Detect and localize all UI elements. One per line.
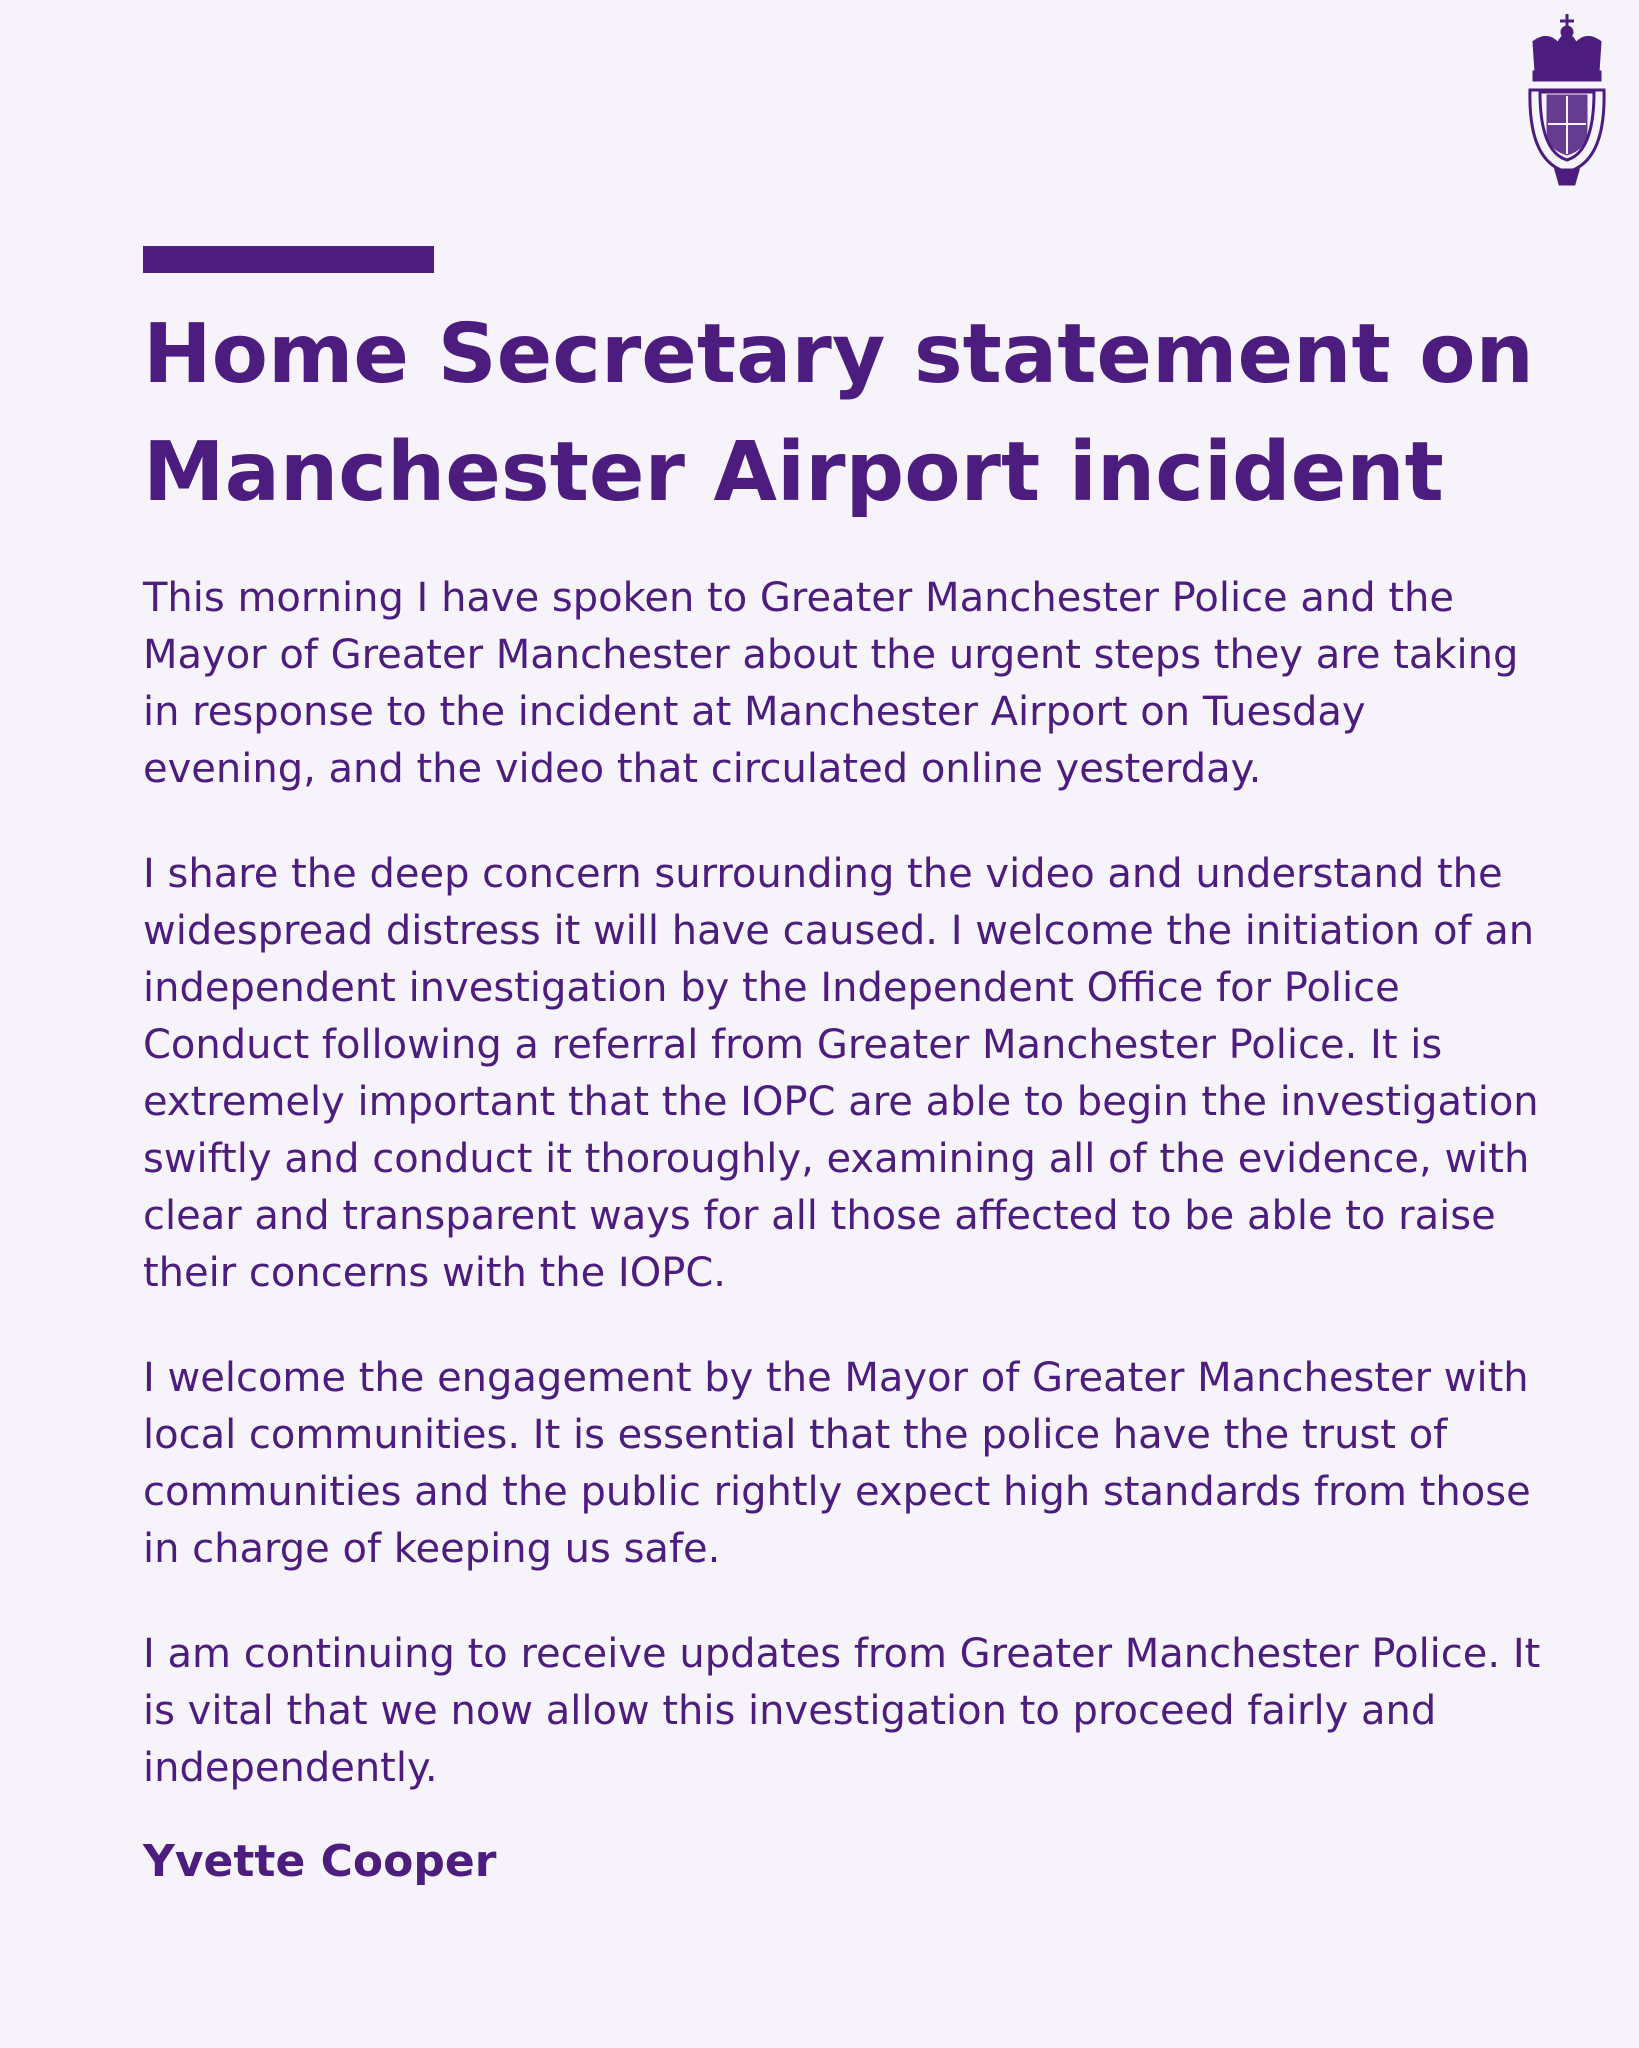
statement-paragraph: I welcome the engagement by the Mayor of Greater Manchester with local communities. It is essential that the police have the trust of communities and the public rightly expect high standards from those in charge of keeping us safe. xyxy=(143,1355,1531,1572)
statement-paragraph: This morning I have spoken to Greater Manchester Police and the Mayor of Greater Manchester about the urgent steps they are taking in response to the incident at Manchester Airport on Tuesday evening, and the video that circulated online yesterday. xyxy=(143,575,1519,792)
statement-body xyxy=(143,570,1543,1845)
title-line-2: Manchester Airport incident xyxy=(143,425,1444,520)
title-accent-bar xyxy=(143,246,434,273)
page-title xyxy=(143,296,1563,532)
title-line-1: Home Secretary statement on xyxy=(143,307,1534,402)
statement-paragraph: I share the deep concern surrounding the video and understand the widespread distress it will have caused. I welcome the initiation of an independent investigation by the Independent Office for Police Conduct following a referral from Greater Manchester Police. It is extremely important that the IOPC are able to begin the investigation swiftly and conduct it thoroughly, examining all of the evidence, with clear and transparent ways for all those affected to be able to raise their concerns with the IOPC. xyxy=(143,851,1539,1296)
signature: Yvette Cooper xyxy=(143,1836,497,1887)
royal-coat-of-arms-icon xyxy=(1518,12,1616,188)
statement-paragraph: I am continuing to receive updates from Greater Manchester Police. It is vital that we now allow this investigation to proceed fairly and independently. xyxy=(143,1631,1541,1791)
